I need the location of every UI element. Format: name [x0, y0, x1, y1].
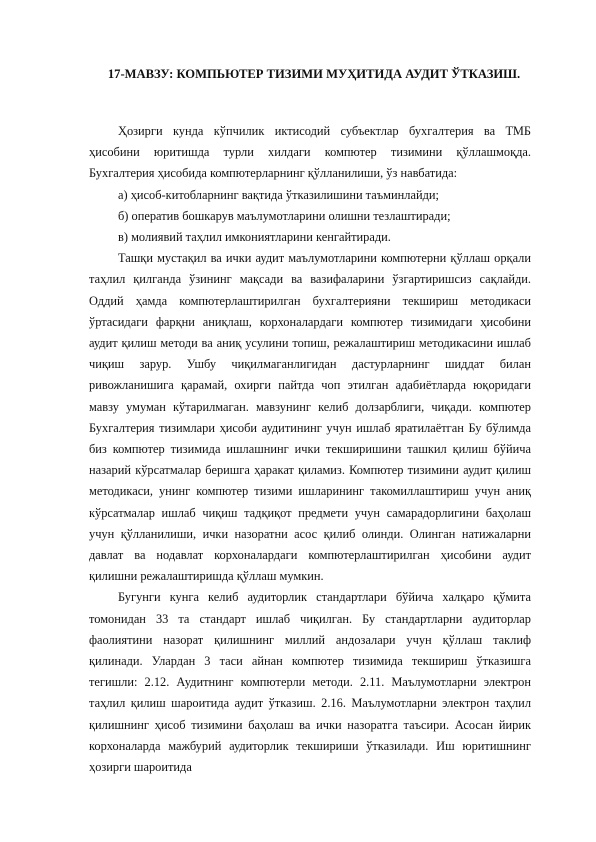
page-title: 17-МАВЗУ: КОМПЬЮТЕР ТИЗИМИ МУҲИТИДА АУДИТ ЎТКАЗИШ.: [107, 67, 521, 81]
document-body: [89, 121, 531, 778]
list-item-b: б) оператив бошкарув маълумотларини олишни тезлаштиради;: [118, 208, 451, 223]
paragraph-standards: Бугунги кунга келиб аудиторлик стандартлари бўйича халқаро қўмита томонидан 33 та стандарт ишлаб чиқилган. Бу стандартларни аудиторлар фаолиятини назорат қилишнинг миллий андозалари учун қўллаш таклиф қилинади. Улардан 3 таси айнан компютер тизимида текшириш ўтказишга тегишли: 2.12. Аудитнинг компютерли методи. 2.11. Маълумотларни электрон таҳлил қилиш шароитида аудит ўтказиш. 2.16. Маълумотларни электрон таҳлил қилишнинг ҳисоб тизимини баҳолаш ва ички назоратга таъсири. Асосан йирик корхоналарда мажбурий аудиторлик текшириши ўтказилади. Иш юритишнинг ҳозирги шароитида: [89, 590, 531, 775]
list-item-c: в) молиявий таҳлил имкониятларини кенгайтиради.: [118, 230, 391, 245]
paragraph-audit-methods: Ташқи мустақил ва ички аудит маълумотларини компютерни қўллаш орқали таҳлил қилганда ўзининг мақсади ва вазифаларини ўзгартиришсиз сақлайди. Оддий ҳамда компютерлаштирилган бухгалтерияни текшириш методикаси ўртасидаги фарқни аниқлаш, корхоналардаги компютер тизимидаги ҳисобини аудит қилиш методи ва аниқ усулини топиш, режалаштириш методикасини ишлаб чиқиш зарур. Ушбу чиқилмаганлигидан дастурларнинг шиддат билан ривожланишига қарамай, охирги пайтда чоп этилган адабиётларда юқоридаги мавзу умуман кўтарилмаган. мавзунинг келиб долзарблиги, чиқади. компютер Бухгалтерия тизимлари ҳисоби аудитининг учун ишлаб яратилаётган Бу бўлимда биз компютер тизимида ишлашнинг ички текширишини ташкил қилиш бўйича назарий кўрсатмалар беришга ҳаракат қиламиз. Компютер тизимини аудит қилиш методикаси, унинг компютер тизими ишларининг такомиллаштириш учун аниқ кўрсатмалар ишлаб чиқиш тадқиқот предмети учун самарадорлигини баҳолаш учун қўлланилиши, ички назоратни асос қилиб олинди. Олинган натижаларни давлат ва нодавлат корхоналардаги компютерлаштирилган ҳисобини аудит қилишни режалаштиришда қўллаш мумкин.: [89, 251, 531, 584]
paragraph-intro: Ҳозирги кунда кўпчилик иктисодий субъектлар бухгалтерия ва ТМБ ҳисобини юритишда турли хилдаги компютер тизимини қўллашмоқда. Бухгалтерия ҳисобида компютерларнинг қўлланилиши, ўз навбатида:: [89, 124, 531, 181]
list-item-a: а) ҳисоб-китобларнинг вақтида ўтказилишини таъминлайди;: [118, 187, 439, 202]
